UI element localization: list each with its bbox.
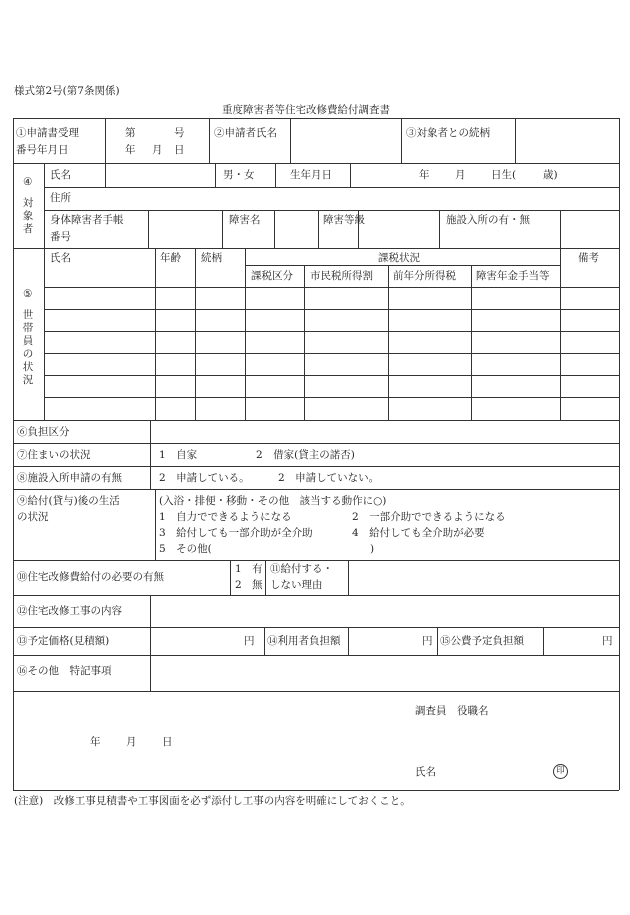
grid-line-vertical — [155, 489, 156, 560]
birth-month: 月 — [455, 169, 466, 181]
handbook-label-2: 番号 — [50, 231, 71, 243]
facility-application-yes: 2 申請している。 — [159, 472, 250, 484]
reason-label-1: ⑪給付する・ — [270, 563, 333, 575]
grid-line-vertical — [437, 627, 438, 655]
pension-header: 障害年金手当等 — [476, 270, 550, 282]
grid-line-vertical — [401, 118, 402, 163]
grid-line-vertical — [230, 560, 231, 595]
birthdate-label: 生年月日 — [290, 169, 332, 181]
grid-line-vertical — [304, 265, 305, 420]
grid-line-horizontal — [13, 627, 619, 628]
grid-line-horizontal — [245, 265, 560, 266]
section4-number: ④ — [23, 176, 33, 188]
grid-line-horizontal — [44, 353, 619, 354]
grid-line-vertical — [150, 595, 151, 691]
necessity-yes: 1 有 — [235, 563, 263, 575]
grid-line-horizontal — [13, 489, 619, 490]
grid-line-horizontal — [13, 443, 619, 444]
grid-line-vertical — [148, 210, 149, 248]
applicant-name-label: ②申請者氏名 — [214, 127, 277, 139]
grid-line-horizontal — [44, 375, 619, 376]
disability-name-label: 障害名 — [229, 214, 261, 226]
public-burden-yen: 円 — [602, 635, 613, 647]
grid-line-vertical — [44, 248, 45, 420]
housing-label: ⑦住まいの状況 — [17, 449, 91, 461]
tax-status-header: 課税状況 — [378, 252, 420, 264]
relation-label: ③対象者との続柄 — [406, 127, 490, 139]
receipt-label-2: 番号年月日 — [16, 144, 69, 156]
necessity-no: 2 無 — [235, 579, 263, 591]
handbook-label-1: 身体障害者手帳 — [50, 214, 124, 226]
grid-line-horizontal — [13, 560, 619, 561]
life-option-4: 4 給付しても全介助が必要 — [352, 527, 485, 539]
sex-label: 男・女 — [223, 169, 255, 181]
grid-line-vertical — [388, 265, 389, 420]
estimate-yen: 円 — [244, 635, 255, 647]
life-option-5: 5 その他( — [159, 543, 212, 555]
tax-class-header: 課税区分 — [251, 270, 293, 282]
facility-application-label: ⑧施設入所申請の有無 — [17, 472, 122, 484]
grid-line-horizontal — [44, 397, 619, 398]
receipt-label-1: ①申請書受理 — [16, 127, 79, 139]
grid-line-vertical — [560, 210, 561, 248]
receipt-month: 月 — [152, 144, 163, 156]
remarks-header: 備考 — [578, 252, 599, 264]
grid-line-horizontal — [13, 163, 619, 164]
receipt-go: 号 — [174, 127, 185, 139]
seal-text: 印 — [556, 766, 565, 776]
receipt-year: 年 — [125, 144, 136, 156]
grid-line-vertical — [275, 163, 276, 187]
grid-line-vertical — [290, 118, 291, 163]
necessity-label: ⑩住宅改修費給付の必要の有無 — [17, 571, 164, 583]
subject-name-label: 氏名 — [50, 169, 71, 181]
form-border-bottom — [13, 790, 619, 791]
grid-line-vertical — [209, 118, 210, 163]
disability-grade-label: 障害等級 — [323, 214, 365, 226]
facility-label: 施設入所の有・無 — [446, 214, 530, 226]
grid-line-vertical — [245, 248, 246, 420]
grid-line-vertical — [439, 210, 440, 248]
grid-line-vertical — [105, 163, 106, 187]
grid-line-vertical — [195, 248, 196, 420]
grid-line-vertical — [350, 163, 351, 187]
grid-line-horizontal — [44, 210, 619, 211]
life-option-1: 1 自力でできるようになる — [159, 511, 292, 523]
receipt-dai: 第 — [125, 127, 136, 139]
facility-application-no: 2 申請していない。 — [278, 472, 380, 484]
form-border-left — [13, 118, 14, 790]
member-age-header: 年齢 — [160, 252, 181, 264]
grid-line-vertical — [264, 627, 265, 655]
estimate-label: ⑬予定価格(見積額) — [17, 635, 110, 647]
age-label: 歳) — [543, 169, 558, 181]
grid-line-horizontal — [13, 691, 619, 692]
grid-line-vertical — [318, 210, 319, 248]
investigator-title-label: 調査員 役職名 — [415, 705, 489, 717]
grid-line-horizontal — [13, 420, 619, 421]
signature-year: 年 — [90, 736, 101, 748]
prior-income-tax-header: 前年分所得税 — [393, 270, 456, 282]
birth-day: 日生( — [491, 169, 517, 181]
life-label-2: の状況 — [17, 511, 49, 523]
housing-option-rent: 2 借家(貸主の諾否) — [256, 449, 355, 461]
grid-line-vertical — [348, 560, 349, 595]
reason-label-2: しない理由 — [270, 579, 323, 591]
burden-label: ⑥負担区分 — [17, 426, 70, 438]
public-burden-label: ⑮公費予定負担額 — [440, 635, 524, 647]
grid-line-horizontal — [44, 331, 619, 332]
life-option-2: 2 一部介助でできるようになる — [352, 511, 506, 523]
grid-line-vertical — [560, 248, 561, 420]
grid-line-horizontal — [13, 466, 619, 467]
grid-line-vertical — [215, 163, 216, 187]
grid-line-horizontal — [13, 248, 619, 249]
grid-line-vertical — [105, 118, 106, 163]
grid-line-vertical — [274, 210, 275, 248]
section5-number: ⑤ — [23, 288, 33, 300]
investigator-name-label: 氏名 — [415, 766, 436, 778]
form-border-top — [13, 118, 619, 119]
user-burden-label: ⑭利用者負担額 — [267, 635, 341, 647]
other-notes-label: ⑯その他 特記事項 — [17, 665, 112, 677]
life-option-3: 3 給付しても一部介助が全介助 — [159, 527, 313, 539]
life-option-5-close: ) — [370, 543, 375, 555]
grid-line-vertical — [543, 627, 544, 655]
housing-option-own: 1 自家 — [159, 449, 198, 461]
grid-line-horizontal — [44, 187, 619, 188]
grid-line-vertical — [155, 248, 156, 420]
form-number: 様式第2号(第7条関係) — [14, 85, 120, 97]
user-burden-yen: 円 — [422, 635, 433, 647]
municipal-tax-header: 市民税所得割 — [310, 270, 373, 282]
grid-line-horizontal — [44, 287, 619, 288]
form-title: 重度障害者等住宅改修費給付調査書 — [222, 104, 390, 116]
grid-line-vertical — [348, 627, 349, 655]
grid-line-horizontal — [13, 655, 619, 656]
birth-year: 年 — [419, 169, 430, 181]
address-label: 住所 — [50, 192, 71, 204]
life-instruction: (入浴・排便・移動・その他 該当する動作に○) — [159, 495, 387, 507]
attention-note: (注意) 改修工事見積書や工事図面を必ず添付し工事の内容を明確にしておくこと。 — [14, 795, 411, 807]
grid-line-vertical — [471, 265, 472, 420]
work-content-label: ⑫住宅改修工事の内容 — [17, 605, 122, 617]
signature-day: 日 — [162, 736, 173, 748]
section4-label: 対象者 — [22, 197, 34, 235]
grid-line-vertical — [222, 210, 223, 248]
life-label-1: ⑨給付(貸与)後の生活 — [17, 495, 120, 507]
member-name-header: 氏名 — [50, 252, 71, 264]
grid-line-vertical — [515, 118, 516, 163]
seal-mark — [553, 764, 568, 779]
grid-line-vertical — [150, 420, 151, 489]
grid-line-horizontal — [44, 309, 619, 310]
section5-label: 世帯員の状況 — [22, 309, 34, 386]
member-relation-header: 続柄 — [201, 252, 222, 264]
signature-month: 月 — [126, 736, 137, 748]
grid-line-vertical — [265, 560, 266, 595]
receipt-day: 日 — [174, 144, 185, 156]
grid-line-horizontal — [13, 595, 619, 596]
form-border-right — [619, 118, 620, 790]
